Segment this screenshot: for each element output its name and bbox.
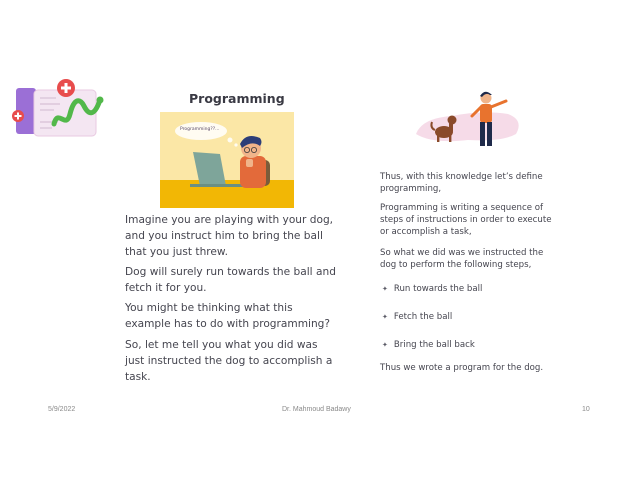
step-label: Bring the ball back bbox=[393, 340, 475, 350]
programming-illustration bbox=[160, 112, 294, 208]
paragraph-explanation: So, let me tell you what you did was just instructed the dog to accomplish a task. bbox=[125, 339, 333, 383]
programming-definition: Programming is writing a sequence of steps of instructions in order to execute or accomplish a task, bbox=[380, 203, 552, 237]
step-label: Fetch the ball bbox=[393, 312, 453, 322]
paragraph-dog-play: Imagine you are playing with your dog, and you instruct him to bring the ball that you just threw. bbox=[125, 214, 334, 258]
step-item-2 bbox=[382, 312, 452, 322]
conclusion-text: Thus we wrote a program for the dog. bbox=[380, 363, 544, 373]
bullet-icon: ✦ bbox=[382, 341, 388, 349]
footer-page-number: 10 bbox=[582, 406, 590, 413]
health-clipboard-icon bbox=[10, 78, 110, 140]
thought-bubble-text: Programming??... bbox=[180, 127, 220, 132]
bullet-icon: ✦ bbox=[382, 313, 388, 321]
footer-author: Dr. Mahmoud Badawy bbox=[282, 406, 351, 413]
man-and-dog-illustration bbox=[412, 88, 524, 154]
step-item-3 bbox=[382, 340, 475, 350]
definition-intro: Thus, with this knowledge let’s define programming, bbox=[380, 172, 543, 194]
footer-date: 5/9/2022 bbox=[48, 406, 76, 413]
bullet-icon: ✦ bbox=[382, 285, 388, 293]
slide-title: Programming bbox=[189, 91, 285, 106]
step-item-1 bbox=[382, 284, 482, 294]
step-label: Run towards the ball bbox=[393, 284, 483, 294]
steps-intro: So what we did was we instructed the dog to perform the following steps, bbox=[380, 248, 544, 270]
paragraph-dog-fetch: Dog will surely run towards the ball and fetch it for you. bbox=[125, 266, 336, 294]
paragraph-example-question: You might be thinking what this example has to do with programming? bbox=[125, 302, 331, 330]
